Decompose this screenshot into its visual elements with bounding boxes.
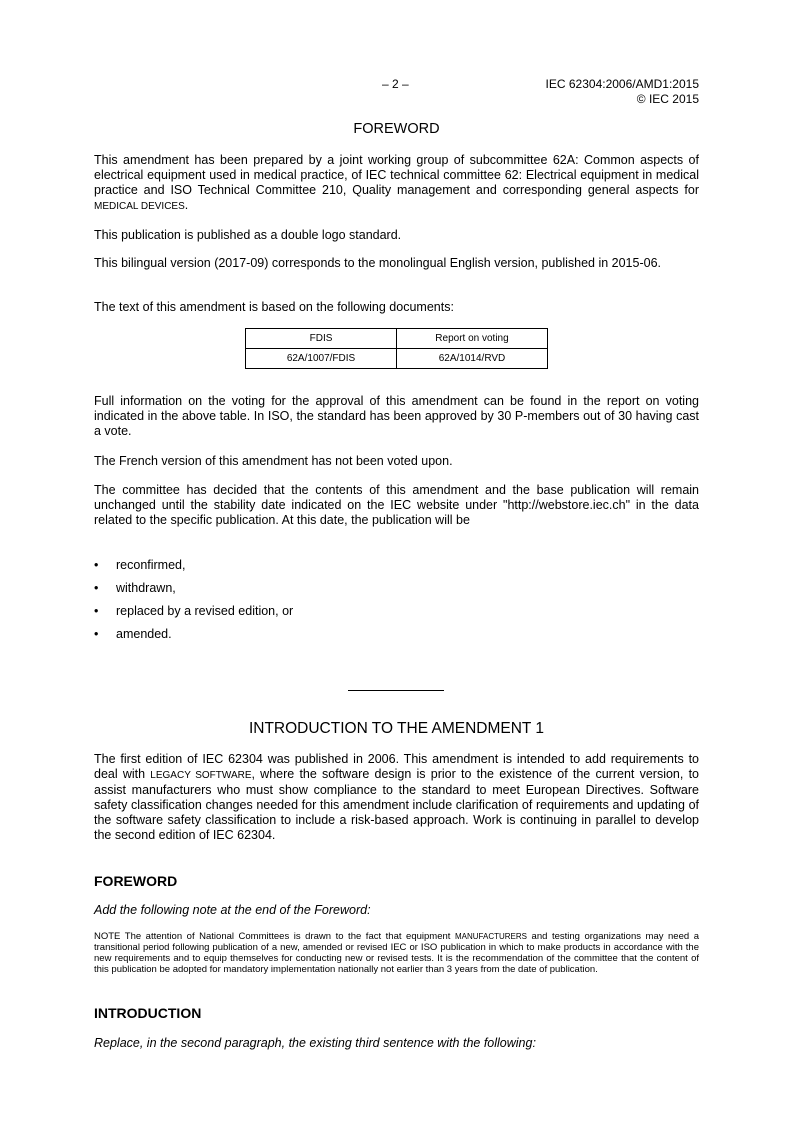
foreword-paragraph-4: The text of this amendment is based on the following documents: bbox=[94, 300, 454, 314]
table-cell: 62A/1007/FDIS bbox=[246, 349, 397, 369]
foreword-heading: FOREWORD bbox=[94, 873, 178, 889]
introduction-paragraph: The first edition of IEC 62304 was published in 2006. This amendment is intended to add requirements to deal with LEGACY SOFTWARE, where the software design is prior to the existence of the current version, to assist manufacturers who must show compliance to the standard to meet European Directives. Software safety classification changes needed for this amendment include clarification of requirements and updating of the software safety classification to include a risk-based approach. Work is continuing in parallel to develop the second edition of IEC 62304. bbox=[94, 752, 699, 842]
page-number: – 2 – bbox=[382, 77, 409, 91]
foreword-paragraph-5: Full information on the voting for the approval of this amendment can be found in the report on voting indicated in the above table. In ISO, the standard has been approved by 30 P-members out of 30 having cast a vote. bbox=[94, 394, 699, 438]
introduction-heading: INTRODUCTION bbox=[94, 1005, 202, 1021]
bullet-icon: • bbox=[94, 558, 99, 572]
table-row bbox=[246, 349, 548, 369]
note-paragraph: NOTE The attention of National Committees is drawn to the fact that equipment MANUFACTURERS and testing organizations may need a transitional period following publication of a new, amended or revised IEC or ISO publication in which to make products in accordance with the new requirements and to equip themselves for conducting new or revised tests. It is the recommendation of the committee that the content of this publication be adopted for mandatory implementation nationally not earlier than 3 years from the date of publication. bbox=[94, 931, 699, 975]
introduction-instruction: Replace, in the second paragraph, the existing third sentence with the following: bbox=[94, 1036, 536, 1050]
foreword-paragraph-1: This amendment has been prepared by a joint working group of subcommittee 62A: Common aspects of electrical equipment used in medical practice, of IEC technical committee 62: Electrical equipment in medical practice and ISO Technical Committee 210, Quality management and corresponding general aspects for MEDICAL DEVICES. bbox=[94, 153, 699, 212]
foreword-paragraph-2: This publication is published as a double logo standard. bbox=[94, 228, 402, 242]
table-header-cell: Report on voting bbox=[397, 329, 548, 349]
table-cell: 62A/1014/RVD bbox=[397, 349, 548, 369]
copyright: © IEC 2015 bbox=[636, 92, 699, 106]
documents-table bbox=[245, 328, 548, 369]
document-reference bbox=[546, 77, 699, 107]
foreword-instruction: Add the following note at the end of the Foreword: bbox=[94, 903, 371, 917]
foreword-paragraph-6: The French version of this amendment has not been voted upon. bbox=[94, 454, 453, 468]
foreword-paragraph-3: This bilingual version (2017-09) corresponds to the monolingual English version, published in 2015-06. bbox=[94, 256, 662, 270]
foreword-title: FOREWORD bbox=[353, 121, 440, 137]
introduction-title: INTRODUCTION TO THE AMENDMENT 1 bbox=[248, 720, 545, 737]
bullet-icon: • bbox=[94, 627, 99, 641]
section-divider bbox=[348, 690, 444, 691]
bullet-icon: • bbox=[94, 604, 99, 618]
bullet-icon: • bbox=[94, 581, 99, 595]
foreword-paragraph-7: The committee has decided that the contents of this amendment and the base publication will remain unchanged until the stability date indicated on the IEC website under "http://webstore.iec.ch" in the data related to the specific publication. At this date, the publication will be bbox=[94, 483, 699, 527]
table-header-cell: FDIS bbox=[246, 329, 397, 349]
table-header-row bbox=[246, 329, 548, 349]
document-id: IEC 62304:2006/AMD1:2015 bbox=[545, 77, 699, 91]
